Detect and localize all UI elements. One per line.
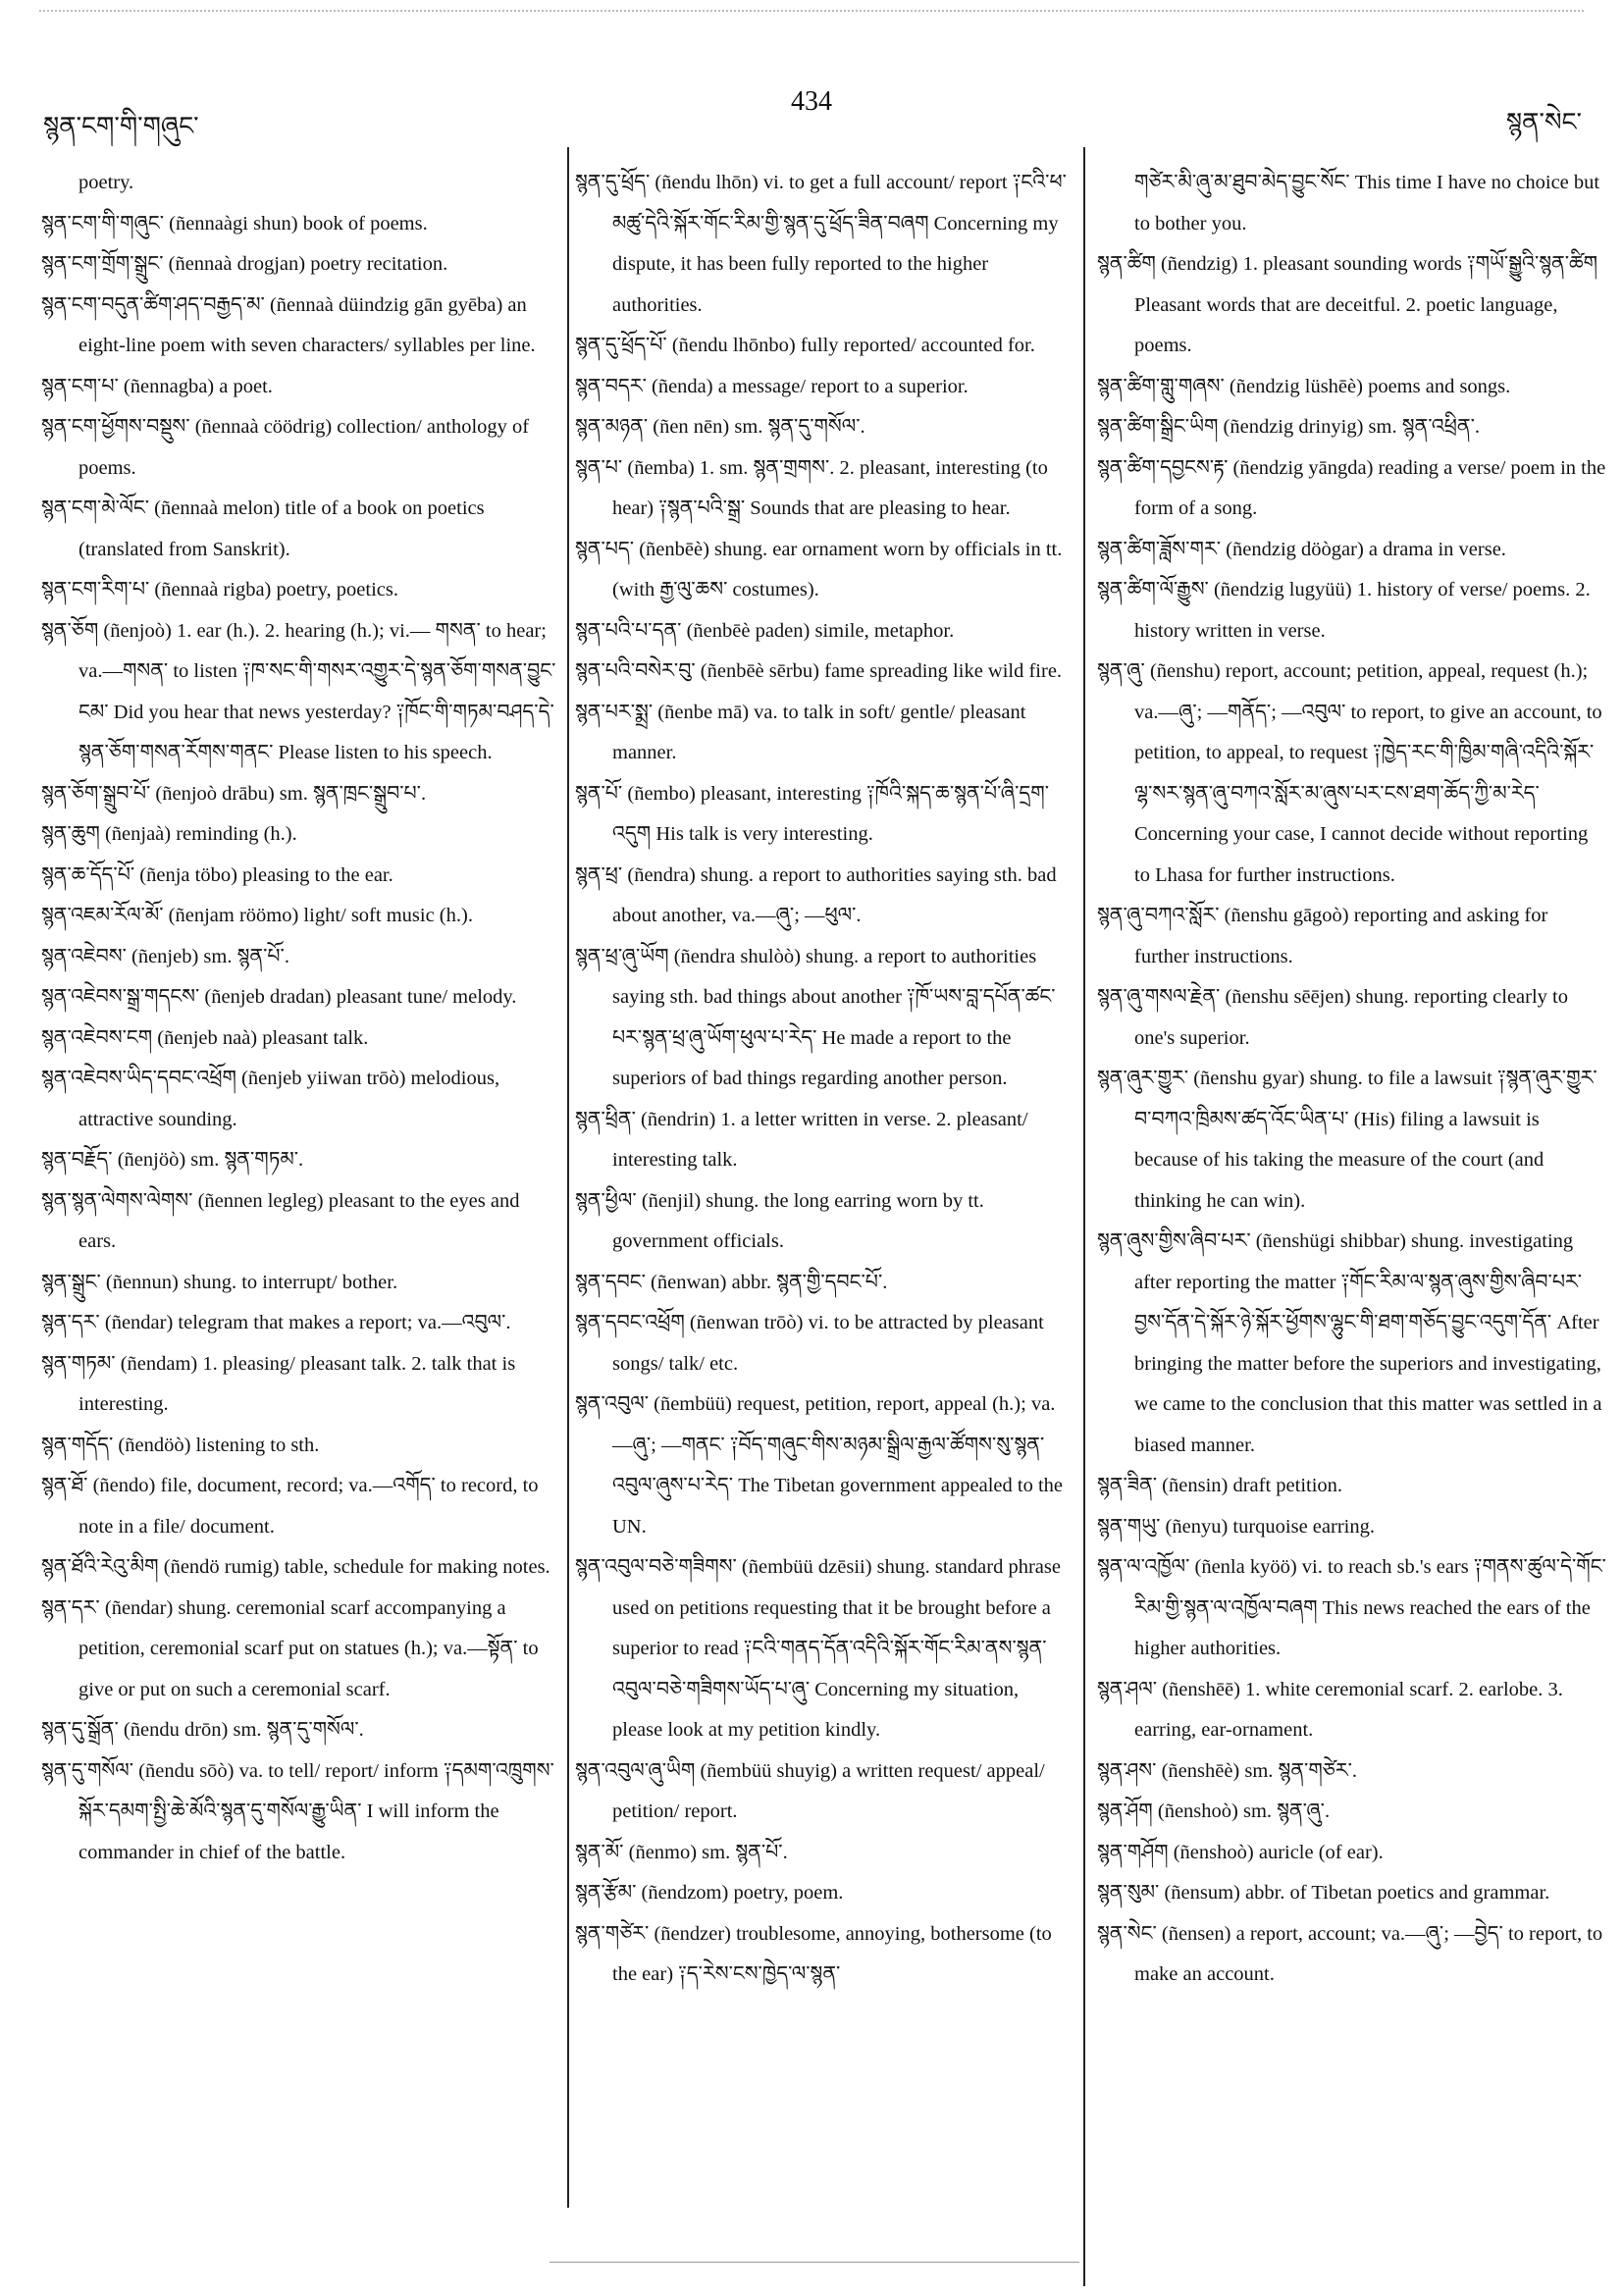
dictionary-entry: སྙན་ངག་རིག་པ་ (ñennaà rigba) poetry, poetics. <box>41 579 398 600</box>
dictionary-entry: སྙན་ཤས་ (ñenshēè) sm. སྙན་གཙེར་. <box>1097 1759 1358 1782</box>
dictionary-entry: སྙན་ཕྲ་ (ñendra) shung. a report to authorities saying sth. bad about another, va.—ཞུ་; —ཕུལ་. <box>575 863 1057 926</box>
column-middle <box>575 163 1073 2257</box>
entry-list <box>41 204 559 1874</box>
dictionary-entry: སྙན་ཕྱིལ་ (ñenjil) shung. the long earring worn by tt. government officials. <box>575 1189 984 1252</box>
dictionary-entry: སྙན་བརྗོད་ (ñenjöò) sm. སྙན་གཏམ་. <box>41 1149 304 1171</box>
dictionary-entry: སྙན་བདར་ (ñenda) a message/ report to a superior. <box>575 375 969 397</box>
dictionary-entry: སྙན་པོ་ (ñembo) pleasant, interesting ༑ཁོའི་སྐད་ཆ་སྙན་པོ་ཞི་དྲག་འདུག His talk is very interesting. <box>575 782 1050 845</box>
dictionary-entry: སྙན་ཐོའི་རེའུ་མིག (ñendö rumig) table, schedule for making notes. <box>41 1556 550 1578</box>
dictionary-entry: སྙན་ཐོ་ (ñendo) file, document, record; va.—འགོད་ to record, to note in a file/ document. <box>41 1475 539 1538</box>
dictionary-entry: སྙན་གཏམ་ (ñendam) 1. pleasing/ pleasant talk. 2. talk that is interesting. <box>41 1352 516 1415</box>
dictionary-entry: སྙན་འཇེབས་ (ñenjeb) sm. སྙན་པོ་. <box>41 945 289 967</box>
dictionary-entry: སྙན་ཚིག་སྒྲིང་ཡིག (ñendzig drinyig) sm. སྙན་འཕྲིན་. <box>1097 416 1481 438</box>
dictionary-entry: སྙན་པད་ (ñenbēè) shung. ear ornament worn by officials in tt. (with རྒྱ་ལུ་ཆས་ costumes). <box>575 538 1063 600</box>
dictionary-entry: སྙན་པ་ (ñemba) 1. sm. སྙན་གྲགས་. 2. pleasant, interesting (to hear) ༑སྙན་པའི་སྒྲ་ Sounds that are pleasing to hear. <box>575 456 1048 519</box>
dictionary-entry: སྙན་ཅོག་སྒྲུབ་པོ་ (ñenjoò drābu) sm. སྙན་ཁྲང་སྒྲུབ་པ་. <box>41 782 427 805</box>
dictionary-entry: སྙན་ཚིག་གླུ་གཞས་ (ñendzig lüshēè) poems and songs. <box>1097 375 1511 397</box>
dictionary-entry: སྙན་ཚིག་ལོ་རྒྱུས་ (ñendzig lugyüü) 1. history of verse/ poems. 2. history written in verse. <box>1097 579 1591 642</box>
dictionary-entry: སྙན་དུ་སྒྲོན་ (ñendu drōn) sm. སྙན་དུ་གསོལ་. <box>41 1719 364 1741</box>
dictionary-entry: སྙན་ངག་པ་ (ñennagba) a poet. <box>41 375 273 397</box>
dictionary-entry: སྙན་ཕྲ་ཞུ་ཡོག (ñendra shulòò) shung. a report to authorities saying sth. bad things about another ༑ཁོ་ཡས་བླ་དཔོན་ཚང་པར་སྙན་ཕྲ་ཞུ་ཡོག་ཕུལ་པ་རེད་ He made a report to the superiors of bad things regarding another person. <box>575 945 1056 1089</box>
dictionary-entry: སྙན་དུ་ཕྲོད་ (ñendu lhōn) vi. to get a full account/ report ༑ངའི་ཕ་མཚུ་དེའི་སྐོར་གོང་རིམ་གྱི་སྙན་དུ་ཕྲོད་ཟིན་བཞག Concerning my dispute, it has been fully reported to the higher authorities. <box>575 172 1067 316</box>
dictionary-entry: སྙན་ཞུས་གྱིས་ཞིབ་པར་ (ñenshügi shibbar) shung. investigating after reporting the matter ༑གོང་རིམ་ལ་སྙན་ཞུས་གྱིས་ཞིབ་པར་བྱས་དོན་དེ་སྐོར་ཉེ་སྐོར་ཕྱོགས་ལྷུང་གི་ཐག་གཅོད་བྱུང་འདུག་དོན་ After bringing the matter before the superiors and investigating, we came to the conclusion that this matter was settled in a biased manner. <box>1097 1230 1602 1456</box>
dictionary-entry: སྙན་དབང་ (ñenwan) abbr. སྙན་གྱི་དབང་པོ་. <box>575 1271 888 1293</box>
dictionary-entry: སྙན་གཡུ་ (ñenyu) turquoise earring. <box>1097 1515 1375 1538</box>
dictionary-entry: སྙན་པའི་པ་དན་ (ñenbēè paden) simile, metaphor. <box>575 619 955 642</box>
dictionary-entry: སྙན་འཇེབས་ཡིད་དབང་འཕྲོག (ñenjeb yiiwan trōò) melodious, attractive sounding. <box>41 1068 500 1130</box>
dictionary-entry: སྙན་ཆ་དོད་པོ་ (ñenja töbo) pleasing to the ear. <box>41 863 393 886</box>
dictionary-entry: སྙན་འབུལ་ཞུ་ཡིག (ñembüü shuyig) a written request/ appeal/ petition/ report. <box>575 1759 1045 1822</box>
dictionary-entry: སྙན་སྒྲུང་ (ñennun) shung. to interrupt/ bother. <box>41 1271 398 1293</box>
dictionary-entry: སྙན་གཙེར་ (ñendzer) troublesome, annoying, bothersome (to the ear) ༑ད་རེས་ངས་ཁྱེད་ལ་སྙན་ <box>575 1922 1052 1985</box>
dictionary-entry: སྙན་པར་སྨྲ་ (ñenbe mā) va. to talk in soft/ gentle/ pleasant manner. <box>575 701 1026 763</box>
dictionary-entry: སྙན་གདོད་ (ñendöò) listening to sth. <box>41 1434 320 1456</box>
dictionary-entry: སྙན་ཚིག་དབྱངས་རྟ་ (ñendzig yāngda) reading a verse/ poem in the form of a song. <box>1097 456 1606 519</box>
dictionary-entry: སྙན་ཞུ་ (ñenshu) report, account; petition, appeal, request (h.); va.—ཞུ་; —གནོད་; —འབུལ་ to report, to give an account, to petition, to appeal, to request ༑ཁྱེད་རང་གི་ཁྱིམ་གཞི་འདིའི་སྐོར་ལྷ་སར་སྙན་ཞུ་བཀའ་སློར་མ་ཞུས་པར་ངས་ཐག་ཆོད་ཀྱི་མ་རེད་ Concerning your case, I cannot decide without reporting to Lhasa for further instructions. <box>1097 660 1602 886</box>
dictionary-entry: སྙན་ཆུག (ñenjaà) reminding (h.). <box>41 823 297 845</box>
dictionary-entry: སྙན་ཕྲིན་ (ñendrin) 1. a letter written in verse. 2. pleasant/ interesting talk. <box>575 1108 1028 1171</box>
dictionary-entry: སྙན་དུ་གསོལ་ (ñendu sōò) va. to tell/ report/ inform ༑དམག་འཁྲུགས་སྐོར་དམག་སྤྱི་ཆེ་མོའི་སྙན་དུ་གསོལ་རྒྱུ་ཡིན་ I will inform the commander in chief of the battle. <box>41 1759 554 1863</box>
dictionary-entry: སྙན་ཞུ་གསལ་རྗེན་ (ñenshu sēējen) shung. reporting clearly to one's superior. <box>1097 986 1568 1049</box>
dictionary-entry: སྙན་འཇེབས་སྒྲ་གདངས་ (ñenjeb dradan) pleasant tune/ melody. <box>41 986 517 1008</box>
column-left <box>41 163 559 2257</box>
dictionary-entry: སྙན་ལ་འཁྱོལ་ (ñenla kyöö) vi. to reach sb.'s ears ༑གནས་ཚུལ་དེ་གོང་རིམ་གྱི་སྙན་ལ་འཁྱོལ་བཞག This news reached the ears of the higher authorities. <box>1097 1556 1606 1659</box>
dictionary-entry: སྙན་མཉན་ (ñen nēn) sm. སྙན་དུ་གསོལ་. <box>575 416 865 438</box>
dictionary-entry: སྙན་ཞུར་གྱུར་ (ñenshu gyar) shung. to file a lawsuit ༑སྙན་ཞུར་གྱུར་བ་བཀའ་ཁྲིམས་ཚད་འོང་ཡིན་པ་ (His) filing a lawsuit is because of his taking the measure of the court (and thinking he can win). <box>1097 1068 1597 1212</box>
dictionary-entry: སྙན་དབང་འཕྲོག (ñenwan trōò) vi. to be attracted by pleasant songs/ talk/ etc. <box>575 1312 1044 1375</box>
dictionary-entry: སྙན་ཚིག་ཟློས་གར་ (ñendzig döògar) a drama in verse. <box>1097 538 1506 560</box>
dictionary-entry: སྙན་ངག་གི་གཞུང་ (ñennaàgi shun) book of poems. <box>41 212 428 235</box>
continued-text: poetry. <box>79 172 134 193</box>
dictionary-entry: སྙན་དུ་ཕྲོད་པོ་ (ñendu lhōnbo) fully reported/ accounted for. <box>575 335 1035 356</box>
column-divider <box>567 147 569 2208</box>
column-right <box>1097 163 1607 2257</box>
running-header-left: སྙན་ངག་གི་གཞུང་ <box>43 112 199 140</box>
dictionary-entry: སྙན་གཤོག (ñenshoò) auricle (of ear). <box>1097 1841 1384 1863</box>
page-number: 434 <box>791 86 832 117</box>
dictionary-entry: སྙན་ཤལ་ (ñenshēē) 1. white ceremonial scarf. 2. earlobe. 3. earring, ear-ornament. <box>1097 1678 1563 1741</box>
dictionary-entry: སྙན་རྩོམ་ (ñendzom) poetry, poem. <box>575 1882 844 1904</box>
dictionary-entry: སྙན་ཟིན་ (ñensin) draft petition. <box>1097 1475 1343 1496</box>
dictionary-entry: སྙན་ཚིག (ñendzig) 1. pleasant sounding words ༑གཡོ་སྒྱུའི་སྙན་ཚིག Pleasant words that are deceitful. 2. poetic language, poems. <box>1097 253 1598 356</box>
dictionary-entry: སྙན་ངག་བདུན་ཚིག་ཤད་བརྒྱད་མ་ (ñennaà düindzig gān gyēba) an eight-line poem with seven characters/ syllables per line. <box>41 293 536 356</box>
dictionary-entry: སྙན་ངག་གྲོག་སྒྲུང་ (ñennaà drogjan) poetry recitation. <box>41 253 448 275</box>
dictionary-entry: སྙན་འཇེབས་ངག (ñenjeb naà) pleasant talk. <box>41 1026 369 1049</box>
entry-list <box>575 163 1073 1996</box>
bottom-scan-edge <box>550 2262 1079 2263</box>
top-scan-edge <box>39 10 1584 12</box>
dictionary-entry: སྙན་ངག་མེ་ལོང་ (ñennaà melon) title of a book on poetics (translated from Sanskrit). <box>41 497 485 560</box>
dictionary-entry: སྙན་སེང་ (ñensen) a report, account; va.—ཞུ་; —བྱེད་ to report, to make an account. <box>1097 1922 1603 1985</box>
dictionary-entry: སྙན་ངག་ཕྱོགས་བསྡུས་ (ñennaà cöödrig) collection/ anthology of poems. <box>41 416 530 479</box>
dictionary-entry: སྙན་སྙན་ལེགས་ལེགས་ (ñennen legleg) pleasant to the eyes and ears. <box>41 1189 520 1252</box>
column-divider <box>1083 147 1085 2286</box>
dictionary-entry: སྙན་པའི་བསེར་བུ་ (ñenbēè sērbu) fame spreading like wild fire. <box>575 660 1063 682</box>
continued-text: གཙེར་མི་ཞུ་མ་ཐུབ་མེད་བྱུང་སོང་ This time I have no choice but to bother you. <box>1134 172 1600 235</box>
dictionary-entry: སྙན་ཤོག (ñenshoò) sm. སྙན་ཞུ་. <box>1097 1800 1331 1822</box>
dictionary-entry: སྙན་དར་ (ñendar) shung. ceremonial scarf accompanying a petition, ceremonial scarf put on statues (h.); va.—སྟོན་ to give or put on such a ceremonial scarf. <box>41 1596 539 1700</box>
dictionary-entry: སྙན་ཞུ་བཀའ་སློར་ (ñenshu gāgoò) reporting and asking for further instructions. <box>1097 905 1548 967</box>
dictionary-entry: སྙན་སུམ་ (ñensum) abbr. of Tibetan poetics and grammar. <box>1097 1882 1550 1904</box>
entry-list <box>1097 244 1607 1996</box>
dictionary-entry: སྙན་དར་ (ñendar) telegram that makes a report; va.—འབུལ་. <box>41 1312 511 1333</box>
running-header-right: སྙན་སེང་ <box>1505 108 1582 136</box>
dictionary-entry: སྙན་འཇམ་རོལ་མོ་ (ñenjam röömo) light/ soft music (h.). <box>41 905 473 926</box>
dictionary-entry: སྙན་འབུལ་བཅེ་གཟིགས་ (ñembüü dzēsii) shung. standard phrase used on petitions requesting that it be brought before a superior to read ༑ངའི་གནད་དོན་འདིའི་སྐོར་གོང་རིམ་ནས་སྙན་འབུལ་བཅེ་གཟིགས་ཡོད་པ་ཞུ་ Concerning my situation, please look at my petition kindly. <box>575 1556 1061 1741</box>
dictionary-entry: སྙན་ཅོག (ñenjoò) 1. ear (h.). 2. hearing (h.); vi.— གསན་ to hear; va.—གསན་ to listen ༑ཁ་སང་གི་གསར་འགྱུར་དེ་སྙན་ཅོག་གསན་བྱུང་ངམ་ Did you hear that news yesterday? ༑ཁོང་གི་གཏམ་བཤད་དེ་སྙན་ཅོག་གསན་རོགས་གནང་ Please listen to his speech. <box>41 619 556 763</box>
dictionary-entry: སྙན་འབུལ་ (ñembüü) request, petition, report, appeal (h.); va.—ཞུ་; —གནང་ ༑བོད་གཞུང་གིས་མཉམ་སྒྲིལ་རྒྱལ་ཚོགས་སུ་སྙན་འབུལ་ཞུས་པ་རེད་ The Tibetan government appealed to the UN. <box>575 1393 1063 1538</box>
dictionary-entry: སྙན་མོ་ (ñenmo) sm. སྙན་པོ་. <box>575 1841 788 1863</box>
